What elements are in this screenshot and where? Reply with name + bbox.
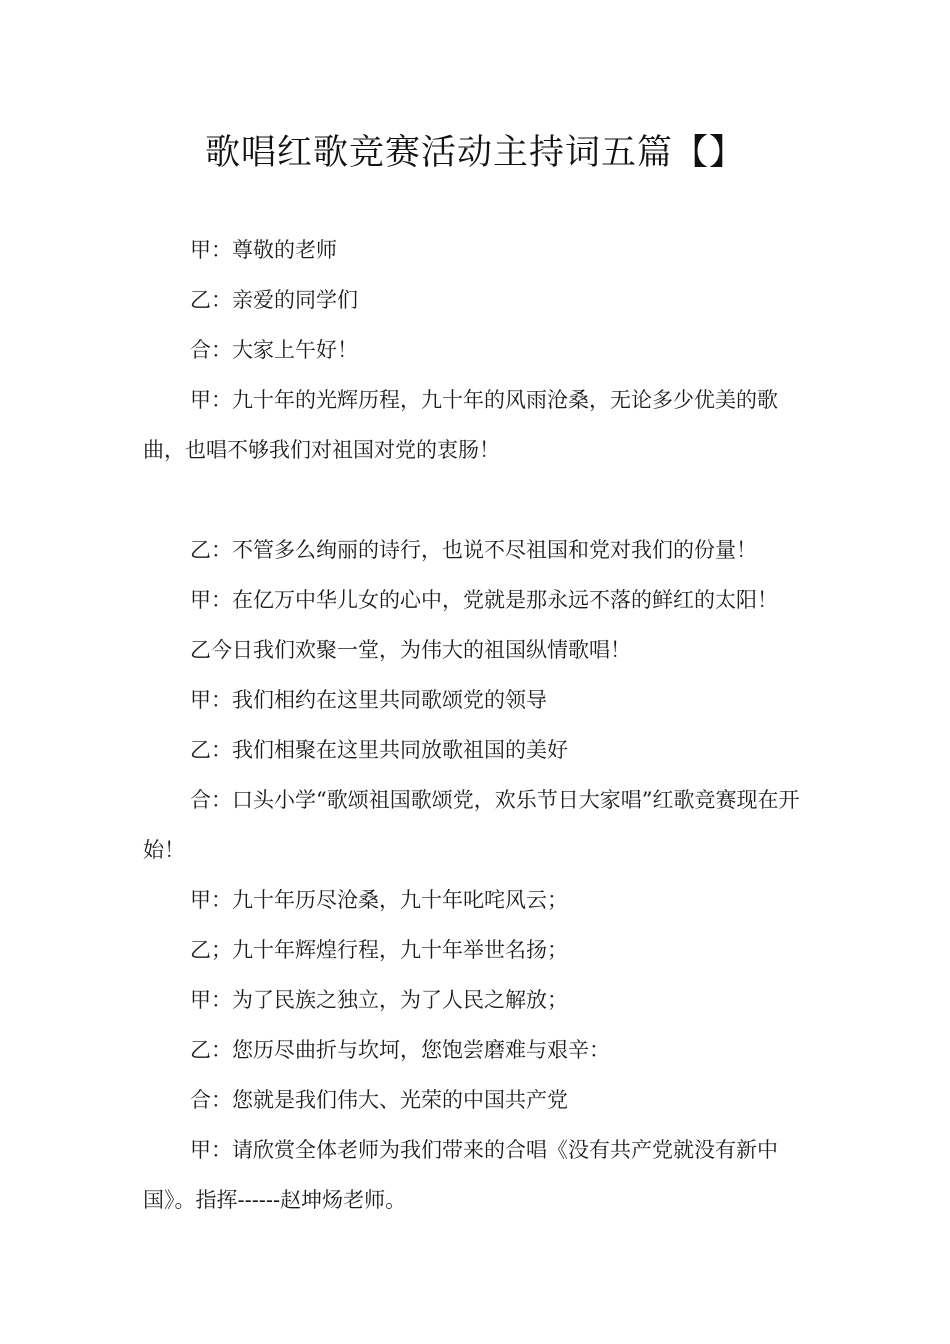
paragraph-6: 甲：在亿万中华儿女的心中，党就是那永远不落的鲜红的太阳！ [190, 588, 778, 612]
paragraph-2: 乙：亲爱的同学们 [190, 288, 358, 312]
paragraph-16: 甲：请欣赏全体老师为我们带来的合唱《没有共产党就没有新中国》。指挥------赵坤炀老师。 [143, 1138, 778, 1212]
paragraph-5: 乙：不管多么绚丽的诗行，也说不尽祖国和党对我们的份量！ [190, 538, 757, 562]
paragraph-3: 合：大家上午好！ [190, 338, 358, 362]
paragraph-13: 甲：为了民族之独立，为了人民之解放； [190, 988, 568, 1012]
paragraph-7: 乙今日我们欢聚一堂，为伟大的祖国纵情歌唱！ [190, 638, 631, 662]
paragraph-8: 甲：我们相约在这里共同歌颂党的领导 [190, 688, 547, 712]
paragraph-10: 合：口头小学“歌颂祖国歌颂党，欢乐节日大家唱”红歌竞赛现在开始！ [143, 788, 800, 862]
paragraph-15: 合：您就是我们伟大、光荣的中国共产党 [190, 1088, 568, 1112]
paragraph-9: 乙：我们相聚在这里共同放歌祖国的美好 [190, 738, 568, 762]
document-title: 歌唱红歌竞赛活动主持词五篇【】 [204, 133, 745, 173]
paragraph-14: 乙：您历尽曲折与坎坷，您饱尝磨难与艰辛： [190, 1038, 610, 1062]
paragraph-11: 甲：九十年历尽沧桑，九十年叱咤风云； [190, 888, 568, 912]
paragraph-4: 甲：九十年的光辉历程，九十年的风雨沧桑，无论多少优美的歌曲，也唱不够我们对祖国对党的衷肠！ [143, 388, 778, 462]
paragraph-12: 乙；九十年辉煌行程，九十年举世名扬； [190, 938, 568, 962]
paragraph-1: 甲：尊敬的老师 [190, 238, 337, 262]
